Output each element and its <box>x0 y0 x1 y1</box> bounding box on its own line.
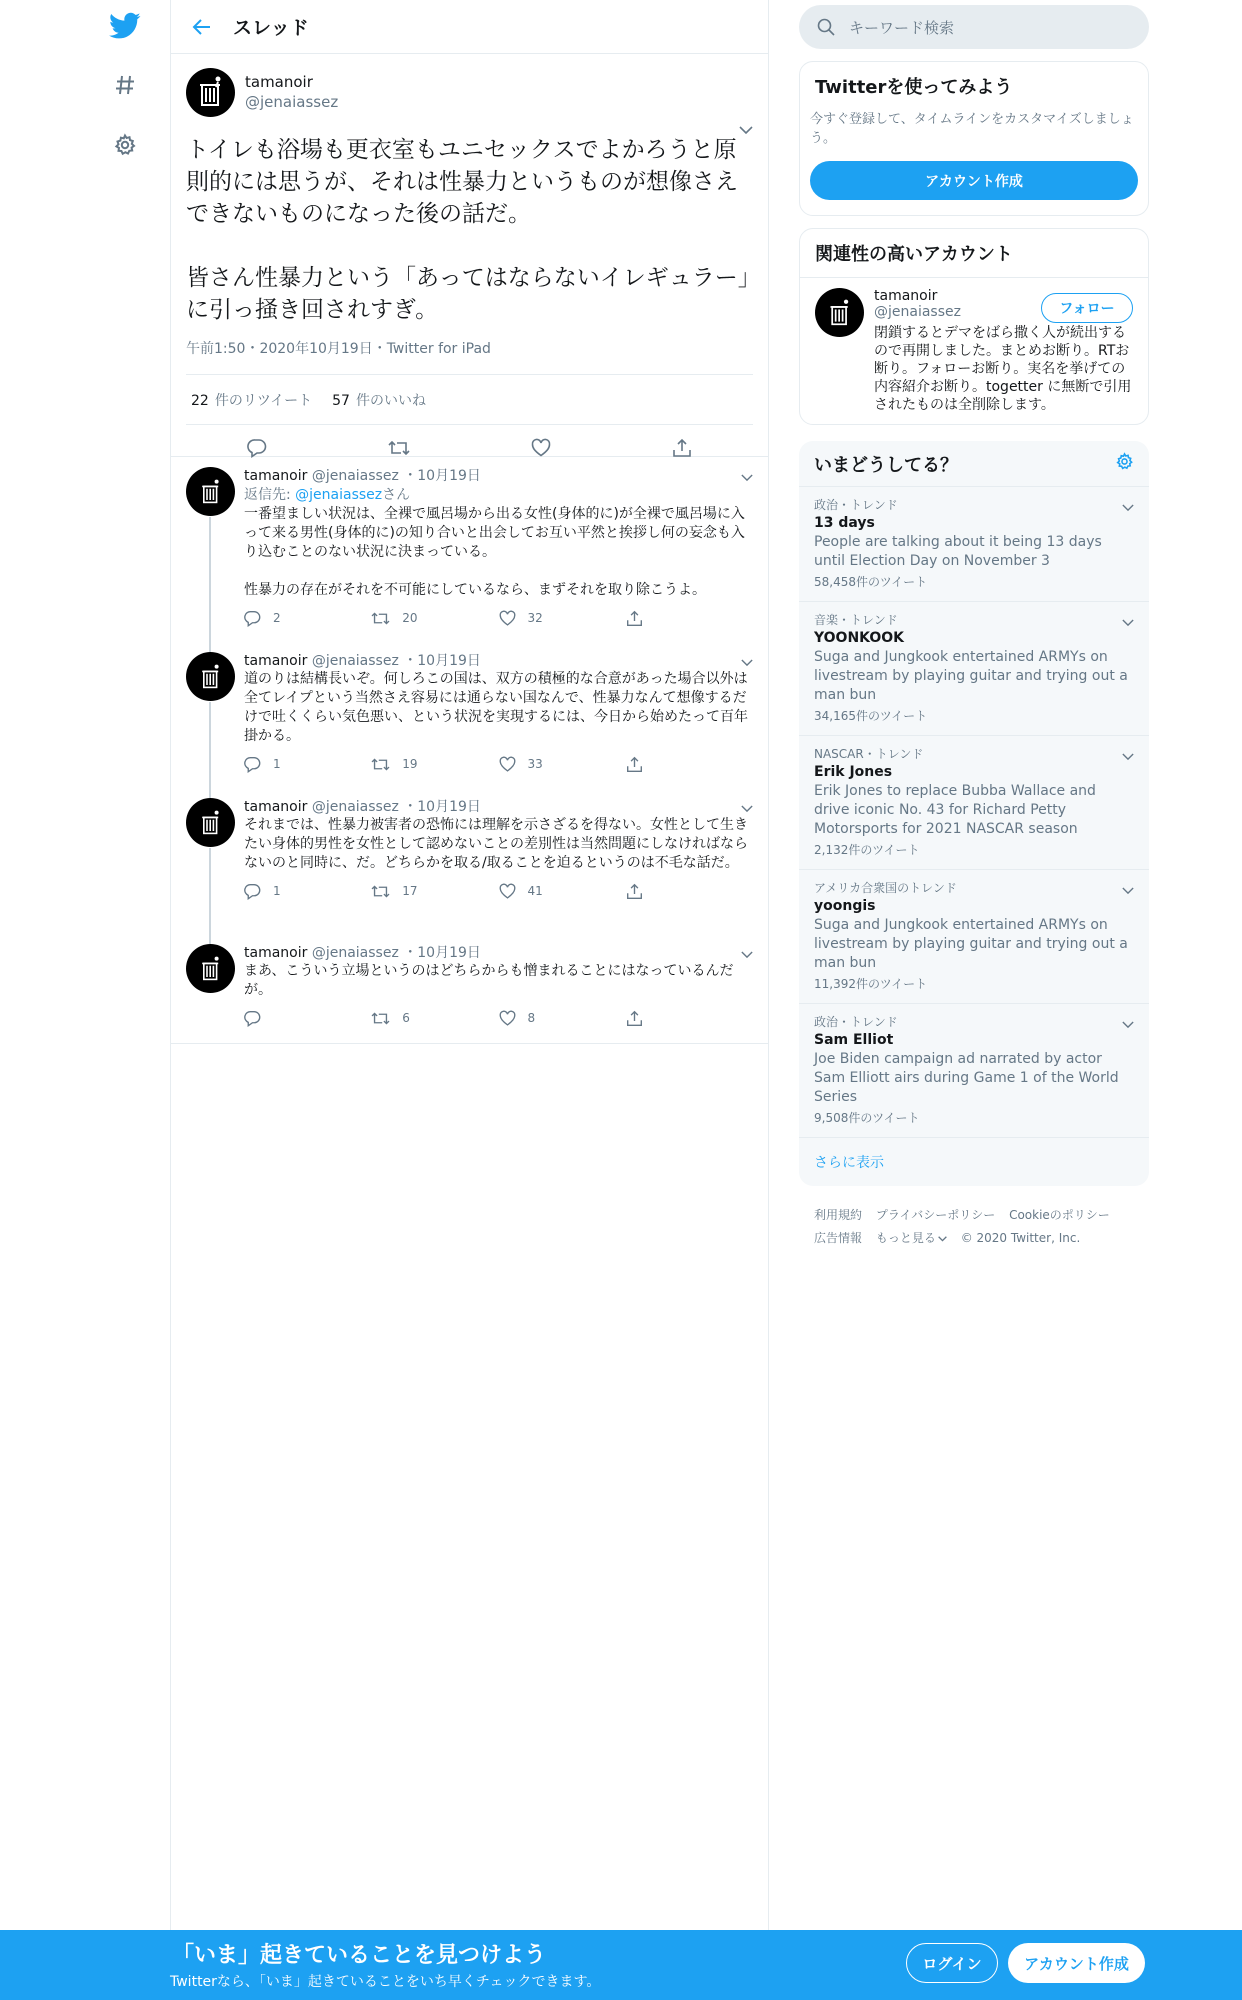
trend-name[interactable]: YOONKOOK <box>814 630 905 646</box>
trends-settings-gear-icon[interactable] <box>1115 452 1134 475</box>
join-card <box>799 61 1149 216</box>
retweet-action[interactable]: 20 <box>371 610 498 627</box>
author-name[interactable]: tamanoir <box>245 73 313 91</box>
tweet-actions <box>244 746 753 782</box>
trend-count: 34,165件のツイート <box>814 709 928 723</box>
show-more-link[interactable]: さらに表示 <box>814 1155 884 1171</box>
retweet-icon <box>371 883 390 900</box>
chevron-down-icon[interactable] <box>741 652 753 671</box>
author-handle[interactable]: @jenaiassez <box>311 468 399 484</box>
retweet-action[interactable]: 17 <box>371 883 498 900</box>
retweet-count[interactable]: 22 件のリツイート <box>191 392 313 409</box>
retweet-icon <box>371 1010 390 1027</box>
author-name[interactable]: tamanoir <box>244 945 308 961</box>
share-action[interactable] <box>626 756 753 773</box>
trend-context: 政治・トレンド <box>814 1015 898 1029</box>
trend-count: 11,392件のツイート <box>814 977 928 991</box>
avatar[interactable] <box>186 944 235 993</box>
trend-item[interactable] <box>799 736 1149 870</box>
like-heart-icon <box>499 883 516 900</box>
share-icon <box>626 610 643 627</box>
account-handle[interactable]: @jenaiassez <box>874 304 961 320</box>
related-title: 関連性の高いアカウント <box>815 244 1013 265</box>
avatar[interactable] <box>186 652 235 701</box>
share-icon <box>626 1010 643 1027</box>
reply-action[interactable]: 1 <box>244 756 371 773</box>
main-column <box>170 0 769 2000</box>
reply-tweet[interactable] <box>171 934 768 1044</box>
thread-line <box>209 702 211 788</box>
share-action[interactable] <box>626 610 753 627</box>
reply-action[interactable]: 2 <box>244 610 371 627</box>
thread-line <box>209 642 211 652</box>
share-icon <box>626 756 643 773</box>
footer-privacy-link[interactable]: プライバシーポリシー <box>875 1208 996 1222</box>
like-action[interactable]: 41 <box>499 883 626 900</box>
follow-button[interactable]: フォロー <box>1041 293 1133 323</box>
trend-item[interactable] <box>799 870 1149 1004</box>
share-icon <box>626 883 643 900</box>
like-action[interactable]: 32 <box>499 610 626 627</box>
chevron-down-icon[interactable] <box>1122 497 1134 516</box>
right-sidebar <box>799 0 1149 1250</box>
tweet-text: 一番望ましい状況は、全裸で風呂場から出る女性(身体的に)が全裸で風呂場に入って来る男性(身体的に)の知り合いと出会してお互い平然と挨拶し何の妄念も入り込むことのない状況に決まっている。 性暴力の存在がそれを不可能にしているなら、まずそれを取り除こうよ。 <box>244 506 745 598</box>
reply-icon <box>244 883 261 900</box>
reply-icon <box>244 756 261 773</box>
trend-item[interactable] <box>799 602 1149 736</box>
tweet-text: 道のりは結構長いぞ。何しろこの国は、双方の積極的な合意があった場合以外は全てレイプという当然さえ容易には通らない国なんで、性暴力なんて想像するだけで吐くくらい気色悪い、という状況を実現するには、今日から始めたって百年掛かる。 <box>244 671 748 744</box>
tweet-actions <box>244 600 753 636</box>
tweet-date[interactable]: ・10月19日 <box>403 653 481 669</box>
reply-icon <box>244 1010 261 1027</box>
author-name[interactable]: tamanoir <box>244 653 308 669</box>
chevron-down-icon[interactable] <box>1122 746 1134 765</box>
avatar[interactable] <box>815 288 864 337</box>
retweet-icon <box>371 756 390 773</box>
tweet-date[interactable]: ・10月19日 <box>403 799 481 815</box>
footer-copyright: © 2020 Twitter, Inc. <box>960 1231 1081 1245</box>
like-action[interactable]: 8 <box>499 1010 626 1027</box>
trend-item[interactable] <box>799 1004 1149 1138</box>
author-name[interactable]: tamanoir <box>244 468 308 484</box>
tweet-date[interactable]: ・10月19日 <box>403 945 481 961</box>
trend-description: Erik Jones to replace Bubba Wallace and drive iconic No. 43 for Richard Petty Motorsports for 2021 NASCAR season <box>814 783 1096 837</box>
settings-gear-icon[interactable] <box>95 115 155 175</box>
trend-name[interactable]: yoongis <box>814 898 876 914</box>
reply-action[interactable] <box>244 1010 371 1027</box>
footer-more-link[interactable]: もっと見る <box>876 1231 947 1245</box>
tweet-date[interactable]: ・10月19日 <box>403 468 481 484</box>
share-action[interactable] <box>626 1010 753 1027</box>
bottom-bar-title: 「いま」起きていることを見つけよう <box>172 1943 547 1968</box>
login-button[interactable]: ログイン <box>906 1943 998 1983</box>
tweet-stats <box>186 375 753 425</box>
back-arrow-icon[interactable] <box>171 18 233 36</box>
author-handle[interactable]: @jenaiassez <box>311 799 399 815</box>
tweet-text: それまでは、性暴力被害者の恐怖には理解を示さざるを得ない。女性として生きたい身体的男性を女性として認めないことの差別性は当然問題にしなければならないのと同時に、だ。どちらかを取る/取ることを迫るというのは不毛な話だ。 <box>244 817 748 871</box>
author-handle[interactable]: @jenaiassez <box>311 945 399 961</box>
trash-logo-icon <box>199 478 223 506</box>
retweet-action[interactable]: 6 <box>371 1010 498 1027</box>
author-name[interactable]: tamanoir <box>244 799 308 815</box>
author-handle[interactable]: @jenaiassez <box>311 653 399 669</box>
tweet-text: まあ、こういう立場というのはどちらからも憎まれることにはなっているんだが。 <box>244 963 734 998</box>
trend-context: 政治・トレンド <box>814 498 898 512</box>
reply-tweet[interactable] <box>171 457 768 642</box>
like-action[interactable]: 33 <box>499 756 626 773</box>
reply-tweet[interactable] <box>171 788 768 934</box>
thread-header <box>171 0 768 54</box>
trend-name[interactable]: Sam Elliot <box>814 1032 894 1048</box>
signup-button[interactable]: アカウント作成 <box>1008 1943 1145 1983</box>
trash-logo-icon <box>199 955 223 983</box>
trend-count: 2,132件のツイート <box>814 843 920 857</box>
reply-to-link[interactable]: @jenaiassez <box>295 487 383 503</box>
join-description: 今すぐ登録して、タイムラインをカスタマイズしましょう。 <box>810 112 1134 146</box>
thread-line <box>209 788 211 798</box>
footer <box>799 1204 1149 1250</box>
chevron-down-icon <box>938 1236 947 1242</box>
author-handle[interactable]: @jenaiassez <box>245 93 339 111</box>
trash-logo-icon <box>196 75 226 109</box>
account-name[interactable]: tamanoir <box>874 288 938 304</box>
tweet-meta[interactable]: 午前1:50・2020年10月19日・Twitter for iPad <box>186 338 753 375</box>
create-account-button[interactable]: アカウント作成 <box>810 161 1138 200</box>
tweet-actions <box>244 873 753 909</box>
trend-count: 58,458件のツイート <box>814 575 928 589</box>
join-title: Twitterを使ってみよう <box>815 77 1013 98</box>
chevron-down-icon[interactable] <box>1122 880 1134 899</box>
bottom-bar-subtitle: Twitterなら、「いま」起きていることをいち早くチェックできます。 <box>170 1974 601 1990</box>
related-account[interactable] <box>800 277 1148 424</box>
trends-title: いまどうしてる？ <box>814 454 958 476</box>
footer-cookie-link[interactable]: Cookieのポリシー <box>1009 1208 1110 1222</box>
trend-context: NASCAR・トレンド <box>814 747 924 761</box>
search-input[interactable]: キーワード検索 <box>849 18 955 37</box>
trash-logo-icon <box>827 298 853 328</box>
search-icon <box>817 18 835 36</box>
avatar[interactable] <box>186 68 235 117</box>
thread-line <box>209 934 211 944</box>
avatar[interactable] <box>186 798 235 847</box>
footer-terms-link[interactable]: 利用規約 <box>814 1208 863 1222</box>
like-heart-icon <box>499 610 516 627</box>
retweet-action[interactable]: 19 <box>371 756 498 773</box>
trend-item[interactable] <box>799 487 1149 602</box>
tweet-text: トイレも浴場も更衣室もユニセックスでよかろうと原則的には思うが、それは性暴力というものが想像さえできないものになった後の話だ。 皆さん性暴力という「あってはならないイレギュラー」に引っ掻き回されすぎ。 <box>186 137 750 323</box>
chevron-down-icon[interactable] <box>1122 612 1134 631</box>
chevron-down-icon[interactable] <box>741 467 753 486</box>
explore-hashtag-icon[interactable] <box>95 55 155 115</box>
trends-card <box>799 441 1149 1186</box>
like-heart-icon <box>499 1010 516 1027</box>
footer-ads-link[interactable]: 広告情報 <box>814 1231 863 1245</box>
retweet-icon <box>371 610 390 627</box>
related-accounts-card <box>799 228 1149 425</box>
share-action[interactable] <box>626 883 753 900</box>
like-heart-icon <box>499 756 516 773</box>
bottom-signup-bar <box>0 1930 1242 2000</box>
twitter-bird-icon[interactable] <box>95 0 155 56</box>
search-box[interactable] <box>799 5 1149 49</box>
trend-description: Suga and Jungkook entertained ARMYs on livestream by playing guitar and trying out a man bun <box>814 917 1128 971</box>
trash-logo-icon <box>199 663 223 691</box>
trash-logo-icon <box>199 809 223 837</box>
trend-context: アメリカ合衆国のトレンド <box>814 881 957 895</box>
reply-icon <box>244 610 261 627</box>
focused-tweet <box>171 54 768 457</box>
trend-name[interactable]: Erik Jones <box>814 764 893 780</box>
trend-context: 音楽・トレンド <box>814 613 898 627</box>
trend-description: Joe Biden campaign ad narrated by actor Sam Elliott airs during Game 1 of the World Series <box>814 1051 1119 1105</box>
like-count[interactable]: 57 件のいいね <box>332 392 426 409</box>
tweet-actions <box>244 1000 753 1036</box>
thread-line <box>209 848 211 934</box>
reply-tweet[interactable] <box>171 642 768 788</box>
chevron-down-icon[interactable] <box>741 798 753 817</box>
avatar[interactable] <box>186 467 235 516</box>
chevron-down-icon[interactable] <box>739 120 753 139</box>
trend-name[interactable]: 13 days <box>814 515 875 531</box>
chevron-down-icon[interactable] <box>1122 1014 1134 1033</box>
trend-description: People are talking about it being 13 days until Election Day on November 3 <box>814 534 1102 569</box>
account-bio: 閉鎖するとデマをばら撒く人が続出するので再開しました。まとめお断り。RTお断り。フォローお断り。実名を挙げての内容紹介お断り。togetter に無断で引用されたものは全削除します。 <box>874 325 1132 413</box>
trend-description: Suga and Jungkook entertained ARMYs on livestream by playing guitar and trying out a man bun <box>814 649 1128 703</box>
reply-to: 返信先: @jenaiassezさん <box>244 487 411 503</box>
reply-action[interactable]: 1 <box>244 883 371 900</box>
page-title: スレッド <box>233 17 309 39</box>
trend-count: 9,508件のツイート <box>814 1111 920 1125</box>
thread-line <box>209 517 211 642</box>
chevron-down-icon[interactable] <box>741 944 753 963</box>
